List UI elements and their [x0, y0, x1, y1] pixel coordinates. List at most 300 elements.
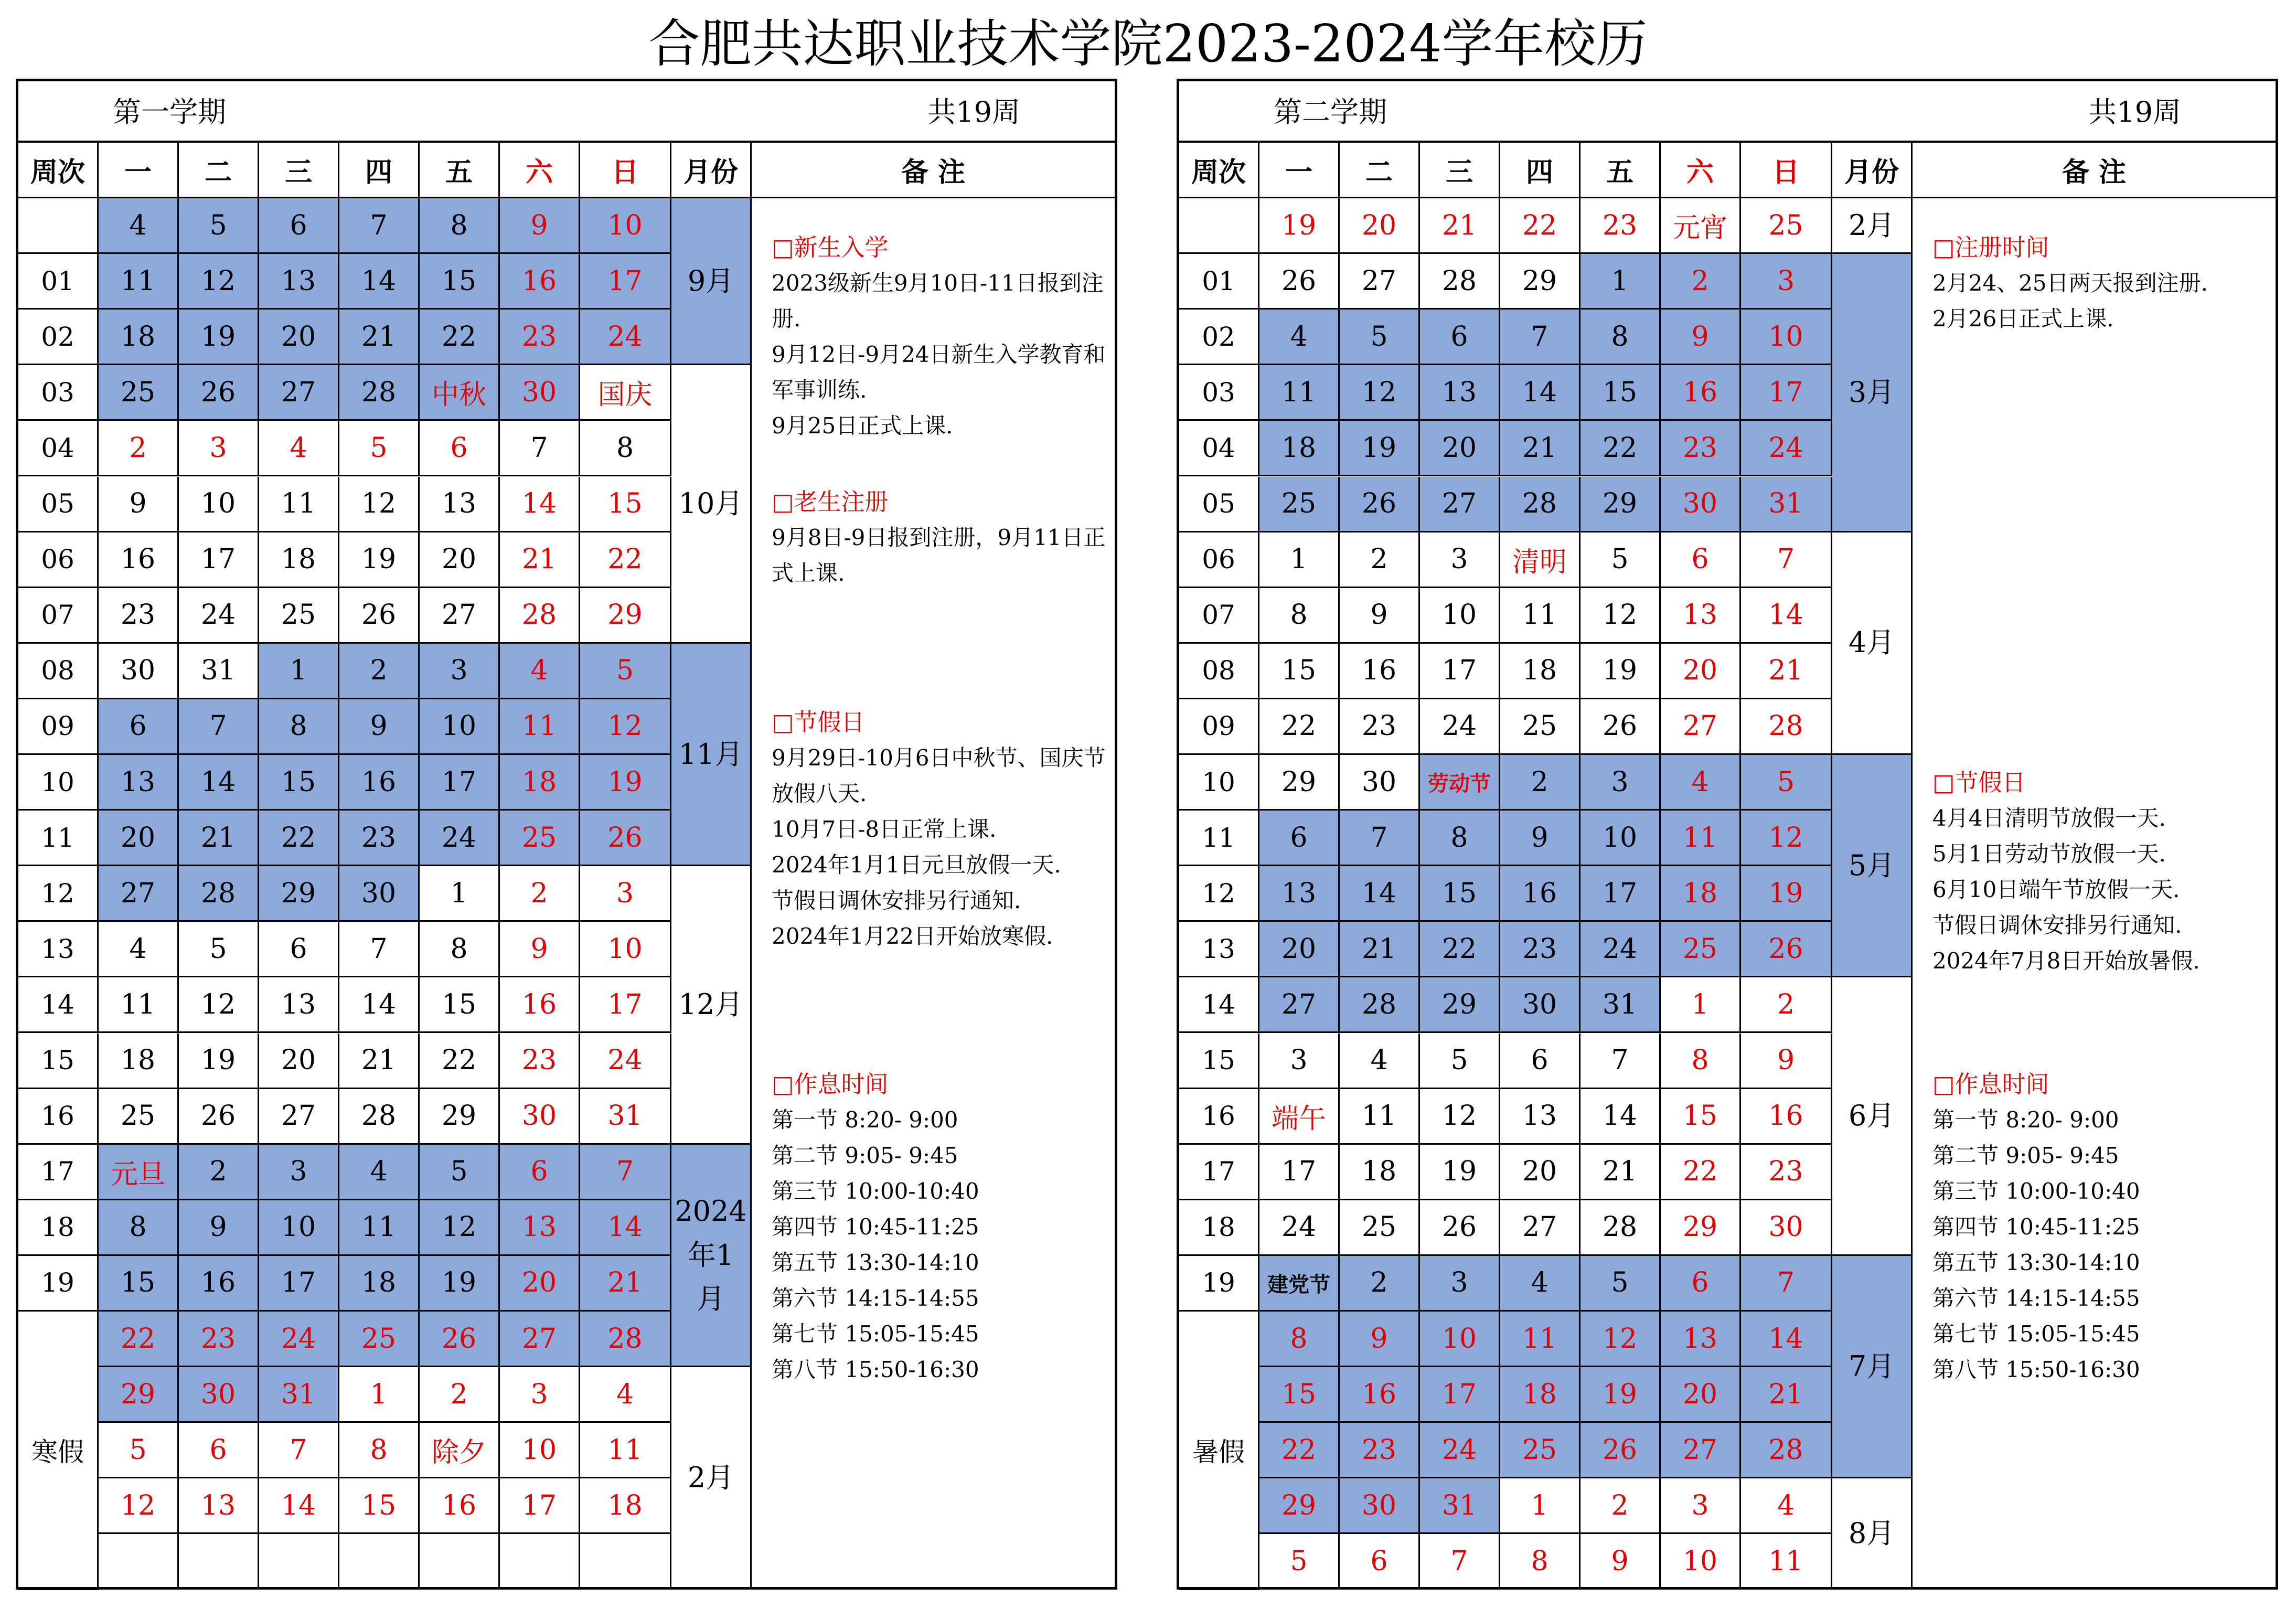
day-cell: 22 [1259, 699, 1340, 755]
week-number: 14 [1179, 977, 1259, 1033]
day-cell: 11 [1500, 1312, 1580, 1367]
day-cell: 13 [1661, 1312, 1741, 1367]
day-cell: 19 [420, 1256, 500, 1312]
day-cell: 11 [259, 477, 339, 532]
day-cell: 7 [1340, 811, 1420, 866]
day-cell: 6 [259, 198, 339, 254]
day-cell: 23 [1340, 699, 1420, 755]
week-number: 19 [1179, 1256, 1259, 1312]
day-cell: 28 [179, 866, 259, 922]
day-cell [580, 1534, 671, 1590]
day-cell: 25 [99, 1089, 179, 1145]
day-cell: 26 [1741, 922, 1832, 977]
day-cell: 24 [580, 310, 671, 365]
day-cell: 16 [1340, 644, 1420, 699]
week-number: 16 [1179, 1089, 1259, 1145]
day-cell: 3 [1420, 1256, 1500, 1312]
day-cell: 20 [259, 1033, 339, 1089]
day-cell: 17 [1420, 1367, 1500, 1423]
week-number: 08 [18, 644, 99, 699]
week-number: 08 [1179, 644, 1259, 699]
day-cell: 24 [580, 1033, 671, 1089]
day-cell [179, 1534, 259, 1590]
day-cell: 9 [1340, 588, 1420, 644]
day-cell: 13 [1420, 365, 1500, 421]
day-cell: 7 [1500, 310, 1580, 365]
day-cell: 24 [1420, 1423, 1500, 1478]
day-cell: 中秋 [420, 365, 500, 421]
day-cell: 31 [580, 1089, 671, 1145]
note-heading: □作息时间 [1932, 1070, 2049, 1098]
day-cell [339, 1534, 420, 1590]
day-cell: 29 [99, 1367, 179, 1423]
day-cell: 8 [1500, 1534, 1580, 1590]
day-cell: 9 [1340, 1312, 1420, 1367]
day-cell: 17 [1580, 866, 1661, 922]
day-cell: 22 [580, 532, 671, 588]
day-cell: 9 [1661, 310, 1741, 365]
day-cell: 2 [1340, 532, 1420, 588]
day-cell: 7 [1420, 1534, 1500, 1590]
day-cell: 15 [580, 477, 671, 532]
day-cell: 6 [1661, 532, 1741, 588]
day-cell: 26 [1340, 477, 1420, 532]
day-cell: 20 [420, 532, 500, 588]
day-cell: 5 [420, 1145, 500, 1200]
day-cell: 15 [420, 254, 500, 310]
day-cell: 31 [1580, 977, 1661, 1033]
day-cell: 3 [1580, 755, 1661, 811]
note-line: 第五节 13:30-14:10 [772, 1250, 979, 1275]
day-cell: 17 [580, 977, 671, 1033]
day-cell: 4 [1259, 310, 1340, 365]
day-cell: 7 [580, 1145, 671, 1200]
day-cell: 30 [500, 365, 580, 421]
day-cell: 7 [1741, 532, 1832, 588]
day-cell: 10 [500, 1423, 580, 1478]
day-cell: 27 [1500, 1200, 1580, 1256]
day-cell: 27 [1661, 699, 1741, 755]
day-cell: 30 [179, 1367, 259, 1423]
day-cell: 30 [1741, 1200, 1832, 1256]
day-cell: 18 [339, 1256, 420, 1312]
day-cell: 23 [1340, 1423, 1420, 1478]
day-cell: 25 [1259, 477, 1340, 532]
month-label: 2月 [671, 1367, 752, 1590]
day-cell: 17 [580, 254, 671, 310]
day-cell: 16 [420, 1478, 500, 1534]
day-cell [259, 1534, 339, 1590]
day-cell: 8 [580, 421, 671, 476]
week-number: 01 [18, 254, 99, 310]
day-cell: 27 [420, 588, 500, 644]
day-cell: 23 [500, 310, 580, 365]
day-cell: 9 [500, 922, 580, 977]
day-cell: 20 [1661, 644, 1741, 699]
day-cell: 10 [1420, 1312, 1500, 1367]
semester-week-count: 共19周 [927, 95, 1020, 129]
day-cell: 5 [179, 198, 259, 254]
day-cell: 7 [339, 198, 420, 254]
day-cell: 31 [259, 1367, 339, 1423]
day-cell: 10 [179, 477, 259, 532]
week-group-label: 暑假 [1179, 1312, 1259, 1590]
day-cell [500, 1534, 580, 1590]
day-cell: 28 [339, 1089, 420, 1145]
day-cell: 30 [1340, 755, 1420, 811]
day-cell: 21 [339, 1033, 420, 1089]
week-number: 03 [18, 365, 99, 421]
week-number [1179, 198, 1259, 254]
week-number: 13 [1179, 922, 1259, 977]
day-cell: 5 [1259, 1534, 1340, 1590]
day-cell: 12 [99, 1478, 179, 1534]
day-cell: 23 [1741, 1145, 1832, 1200]
day-cell: 18 [580, 1478, 671, 1534]
day-cell: 2 [339, 644, 420, 699]
day-cell: 26 [1420, 1200, 1500, 1256]
day-cell: 8 [1420, 811, 1500, 866]
note-line: 第三节 10:00-10:40 [1932, 1178, 2140, 1204]
day-cell: 10 [1420, 588, 1500, 644]
day-cell: 6 [179, 1423, 259, 1478]
day-cell: 4 [1500, 1256, 1580, 1312]
day-cell: 28 [1741, 1423, 1832, 1478]
day-cell: 14 [339, 254, 420, 310]
day-cell: 17 [259, 1256, 339, 1312]
day-cell: 8 [1580, 310, 1661, 365]
day-cell: 13 [259, 254, 339, 310]
day-cell: 11 [500, 699, 580, 755]
month-label: 7月 [1832, 1256, 1913, 1478]
day-cell: 1 [1259, 532, 1340, 588]
note-line: 9月25日正式上课. [772, 413, 953, 439]
week-number: 01 [1179, 254, 1259, 310]
note-line: 第八节 15:50-16:30 [1932, 1357, 2140, 1382]
day-cell: 27 [1259, 977, 1340, 1033]
day-cell: 15 [1420, 866, 1500, 922]
day-cell: 11 [99, 977, 179, 1033]
note-block [772, 705, 1113, 954]
day-cell: 28 [1580, 1200, 1661, 1256]
day-cell: 2 [1580, 1478, 1661, 1534]
week-number: 02 [1179, 310, 1259, 365]
day-cell: 2 [1741, 977, 1832, 1033]
note-line: 2023级新生9月10日-11日报到注册. [772, 270, 1104, 332]
week-number: 04 [18, 421, 99, 476]
week-number: 12 [1179, 866, 1259, 922]
day-cell: 13 [1259, 866, 1340, 922]
day-cell: 23 [500, 1033, 580, 1089]
day-cell: 8 [1259, 1312, 1340, 1367]
day-cell: 6 [1340, 1534, 1420, 1590]
day-cell: 3 [580, 866, 671, 922]
day-cell [99, 1534, 179, 1590]
weekday-header: 六 [1661, 143, 1741, 198]
day-cell: 10 [1661, 1534, 1741, 1590]
day-cell: 15 [1259, 644, 1340, 699]
day-cell: 22 [1259, 1423, 1340, 1478]
day-cell: 20 [99, 811, 179, 866]
day-cell: 14 [1500, 365, 1580, 421]
month-label: 2月 [1832, 198, 1913, 254]
day-cell: 15 [1580, 365, 1661, 421]
day-cell: 30 [99, 644, 179, 699]
day-cell: 30 [1661, 477, 1741, 532]
day-cell: 12 [179, 254, 259, 310]
day-cell: 25 [1741, 198, 1832, 254]
week-number: 19 [18, 1256, 99, 1312]
note-line: 4月4日清明节放假一天. [1932, 805, 2166, 831]
day-cell: 29 [259, 866, 339, 922]
day-cell: 11 [1340, 1089, 1420, 1145]
day-cell: 28 [1741, 699, 1832, 755]
day-cell: 7 [339, 922, 420, 977]
day-cell: 13 [1661, 588, 1741, 644]
day-cell: 23 [1500, 922, 1580, 977]
day-cell: 8 [339, 1423, 420, 1478]
note-line: 第六节 14:15-14:55 [772, 1285, 979, 1311]
day-cell: 11 [339, 1200, 420, 1256]
second-semester-panel [1177, 79, 2278, 1590]
note-line: 2024年1月1日元旦放假一天. [772, 852, 1061, 878]
day-cell: 19 [1741, 866, 1832, 922]
note-line: 9月8日-9日报到注册，9月11日正式上课. [772, 525, 1106, 586]
note-heading: □老生注册 [772, 488, 889, 516]
day-cell: 24 [1259, 1200, 1340, 1256]
note-heading: □新生入学 [772, 233, 889, 261]
day-cell: 18 [1259, 421, 1340, 476]
month-label: 2024年1月 [671, 1145, 752, 1367]
week-column-header: 周次 [18, 143, 99, 198]
day-cell: 14 [259, 1478, 339, 1534]
day-cell: 17 [420, 755, 500, 811]
note-line: 第七节 15:05-15:45 [772, 1321, 979, 1347]
day-cell: 1 [259, 644, 339, 699]
day-cell: 元宵 [1661, 198, 1741, 254]
note-line: 第二节 9:05- 9:45 [1932, 1143, 2119, 1168]
day-cell: 19 [1420, 1145, 1500, 1200]
day-cell: 端午 [1259, 1089, 1340, 1145]
day-cell: 23 [339, 811, 420, 866]
day-cell: 29 [420, 1089, 500, 1145]
day-cell: 14 [1580, 1089, 1661, 1145]
note-block [772, 230, 1113, 444]
day-cell: 25 [339, 1312, 420, 1367]
day-cell: 12 [179, 977, 259, 1033]
day-cell: 5 [179, 922, 259, 977]
day-cell: 25 [1500, 699, 1580, 755]
day-cell: 31 [1741, 477, 1832, 532]
day-cell: 22 [99, 1312, 179, 1367]
day-cell: 29 [580, 588, 671, 644]
day-cell: 15 [259, 755, 339, 811]
day-cell: 16 [1340, 1367, 1420, 1423]
week-number: 15 [1179, 1033, 1259, 1089]
week-number: 11 [18, 811, 99, 866]
semester-calendar-grid [18, 143, 1115, 1590]
week-number: 17 [1179, 1145, 1259, 1200]
week-number: 03 [1179, 365, 1259, 421]
note-line: 9月29日-10月6日中秋节、国庆节放假八天. [772, 745, 1106, 806]
day-cell: 30 [1500, 977, 1580, 1033]
day-cell: 7 [500, 421, 580, 476]
week-number: 10 [18, 755, 99, 811]
day-cell: 30 [339, 866, 420, 922]
day-cell: 6 [1500, 1033, 1580, 1089]
day-cell: 17 [1420, 644, 1500, 699]
day-cell: 20 [1420, 421, 1500, 476]
note-block [1932, 230, 2273, 337]
weekday-header: 六 [500, 143, 580, 198]
day-cell: 15 [1661, 1089, 1741, 1145]
day-cell: 4 [259, 421, 339, 476]
note-line: 9月12日-9月24日新生入学教育和军事训练. [772, 342, 1106, 403]
day-cell: 26 [420, 1312, 500, 1367]
day-cell: 5 [99, 1423, 179, 1478]
week-number: 07 [18, 588, 99, 644]
day-cell: 26 [1259, 254, 1340, 310]
day-cell: 21 [339, 310, 420, 365]
day-cell: 12 [420, 1200, 500, 1256]
day-cell: 22 [1661, 1145, 1741, 1200]
day-cell: 4 [99, 198, 179, 254]
day-cell: 国庆 [580, 365, 671, 421]
day-cell [420, 1534, 500, 1590]
day-cell: 9 [179, 1200, 259, 1256]
day-cell: 28 [500, 588, 580, 644]
week-number: 14 [18, 977, 99, 1033]
weekday-header: 四 [1500, 143, 1580, 198]
day-cell: 24 [179, 588, 259, 644]
note-heading: □作息时间 [772, 1070, 889, 1098]
day-cell: 8 [1661, 1033, 1741, 1089]
day-cell: 18 [99, 1033, 179, 1089]
note-block [1932, 765, 2273, 979]
day-cell: 2 [1340, 1256, 1420, 1312]
day-cell: 20 [259, 310, 339, 365]
week-number: 11 [1179, 811, 1259, 866]
day-cell: 8 [420, 922, 500, 977]
day-cell: 2 [99, 421, 179, 476]
day-cell: 23 [1580, 198, 1661, 254]
note-block [772, 1067, 1113, 1388]
note-heading: □注册时间 [1932, 233, 2049, 261]
day-cell: 12 [1580, 1312, 1661, 1367]
day-cell: 20 [500, 1256, 580, 1312]
month-label: 8月 [1832, 1478, 1913, 1590]
day-cell: 6 [1259, 811, 1340, 866]
day-cell: 8 [1259, 588, 1340, 644]
day-cell: 24 [420, 811, 500, 866]
notes-panel [752, 198, 1115, 1590]
note-line: 第三节 10:00-10:40 [772, 1178, 979, 1204]
day-cell: 12 [1420, 1089, 1500, 1145]
week-number: 07 [1179, 588, 1259, 644]
day-cell: 3 [1259, 1033, 1340, 1089]
day-cell: 18 [1661, 866, 1741, 922]
day-cell: 28 [1420, 254, 1500, 310]
day-cell: 25 [500, 811, 580, 866]
day-cell: 5 [1340, 310, 1420, 365]
first-semester-panel [16, 79, 1117, 1590]
day-cell: 21 [179, 811, 259, 866]
day-cell: 12 [1340, 365, 1420, 421]
day-cell: 9 [1741, 1033, 1832, 1089]
day-cell: 16 [500, 254, 580, 310]
note-line: 第四节 10:45-11:25 [1932, 1214, 2140, 1240]
day-cell: 28 [1500, 477, 1580, 532]
day-cell: 9 [1580, 1534, 1661, 1590]
month-column-header: 月份 [1832, 143, 1913, 198]
day-cell: 4 [580, 1367, 671, 1423]
day-cell: 16 [1741, 1089, 1832, 1145]
day-cell: 4 [1340, 1033, 1420, 1089]
note-block [1932, 1067, 2273, 1388]
day-cell: 4 [500, 644, 580, 699]
day-cell: 22 [420, 310, 500, 365]
day-cell: 24 [1580, 922, 1661, 977]
note-line: 节假日调休安排另行通知. [1932, 912, 2182, 938]
day-cell: 12 [1741, 811, 1832, 866]
day-cell: 11 [1741, 1534, 1832, 1590]
day-cell: 6 [99, 699, 179, 755]
day-cell: 11 [1500, 588, 1580, 644]
weekday-header: 三 [1420, 143, 1500, 198]
week-number: 05 [1179, 477, 1259, 532]
week-group-label: 寒假 [18, 1312, 99, 1590]
week-number [18, 198, 99, 254]
day-cell: 清明 [1500, 532, 1580, 588]
day-cell: 10 [259, 1200, 339, 1256]
day-cell: 21 [1420, 198, 1500, 254]
day-cell: 21 [580, 1256, 671, 1312]
day-cell: 14 [500, 477, 580, 532]
week-number: 15 [18, 1033, 99, 1089]
day-cell: 3 [1420, 532, 1500, 588]
day-cell: 24 [1420, 699, 1500, 755]
note-heading: □节假日 [1932, 769, 2026, 796]
day-cell: 15 [339, 1478, 420, 1534]
month-label: 10月 [671, 365, 752, 644]
day-cell: 20 [1500, 1145, 1580, 1200]
week-number: 06 [18, 532, 99, 588]
week-number: 18 [1179, 1200, 1259, 1256]
day-cell: 26 [1580, 699, 1661, 755]
day-cell: 18 [1340, 1145, 1420, 1200]
month-label: 3月 [1832, 254, 1913, 532]
week-number: 06 [1179, 532, 1259, 588]
month-label: 11月 [671, 644, 752, 866]
day-cell: 1 [1661, 977, 1741, 1033]
day-cell: 16 [99, 532, 179, 588]
day-cell: 22 [1420, 922, 1500, 977]
day-cell: 25 [1661, 922, 1741, 977]
day-cell: 29 [1259, 1478, 1340, 1534]
day-cell: 7 [179, 699, 259, 755]
day-cell: 20 [1259, 922, 1340, 977]
day-cell: 27 [500, 1312, 580, 1367]
day-cell: 26 [179, 1089, 259, 1145]
day-cell: 21 [500, 532, 580, 588]
day-cell: 17 [1741, 365, 1832, 421]
day-cell: 1 [1500, 1478, 1580, 1534]
semester-calendar-grid [1179, 143, 2276, 1590]
day-cell: 30 [500, 1089, 580, 1145]
day-cell: 15 [420, 977, 500, 1033]
week-number: 09 [1179, 699, 1259, 755]
day-cell: 6 [1420, 310, 1500, 365]
